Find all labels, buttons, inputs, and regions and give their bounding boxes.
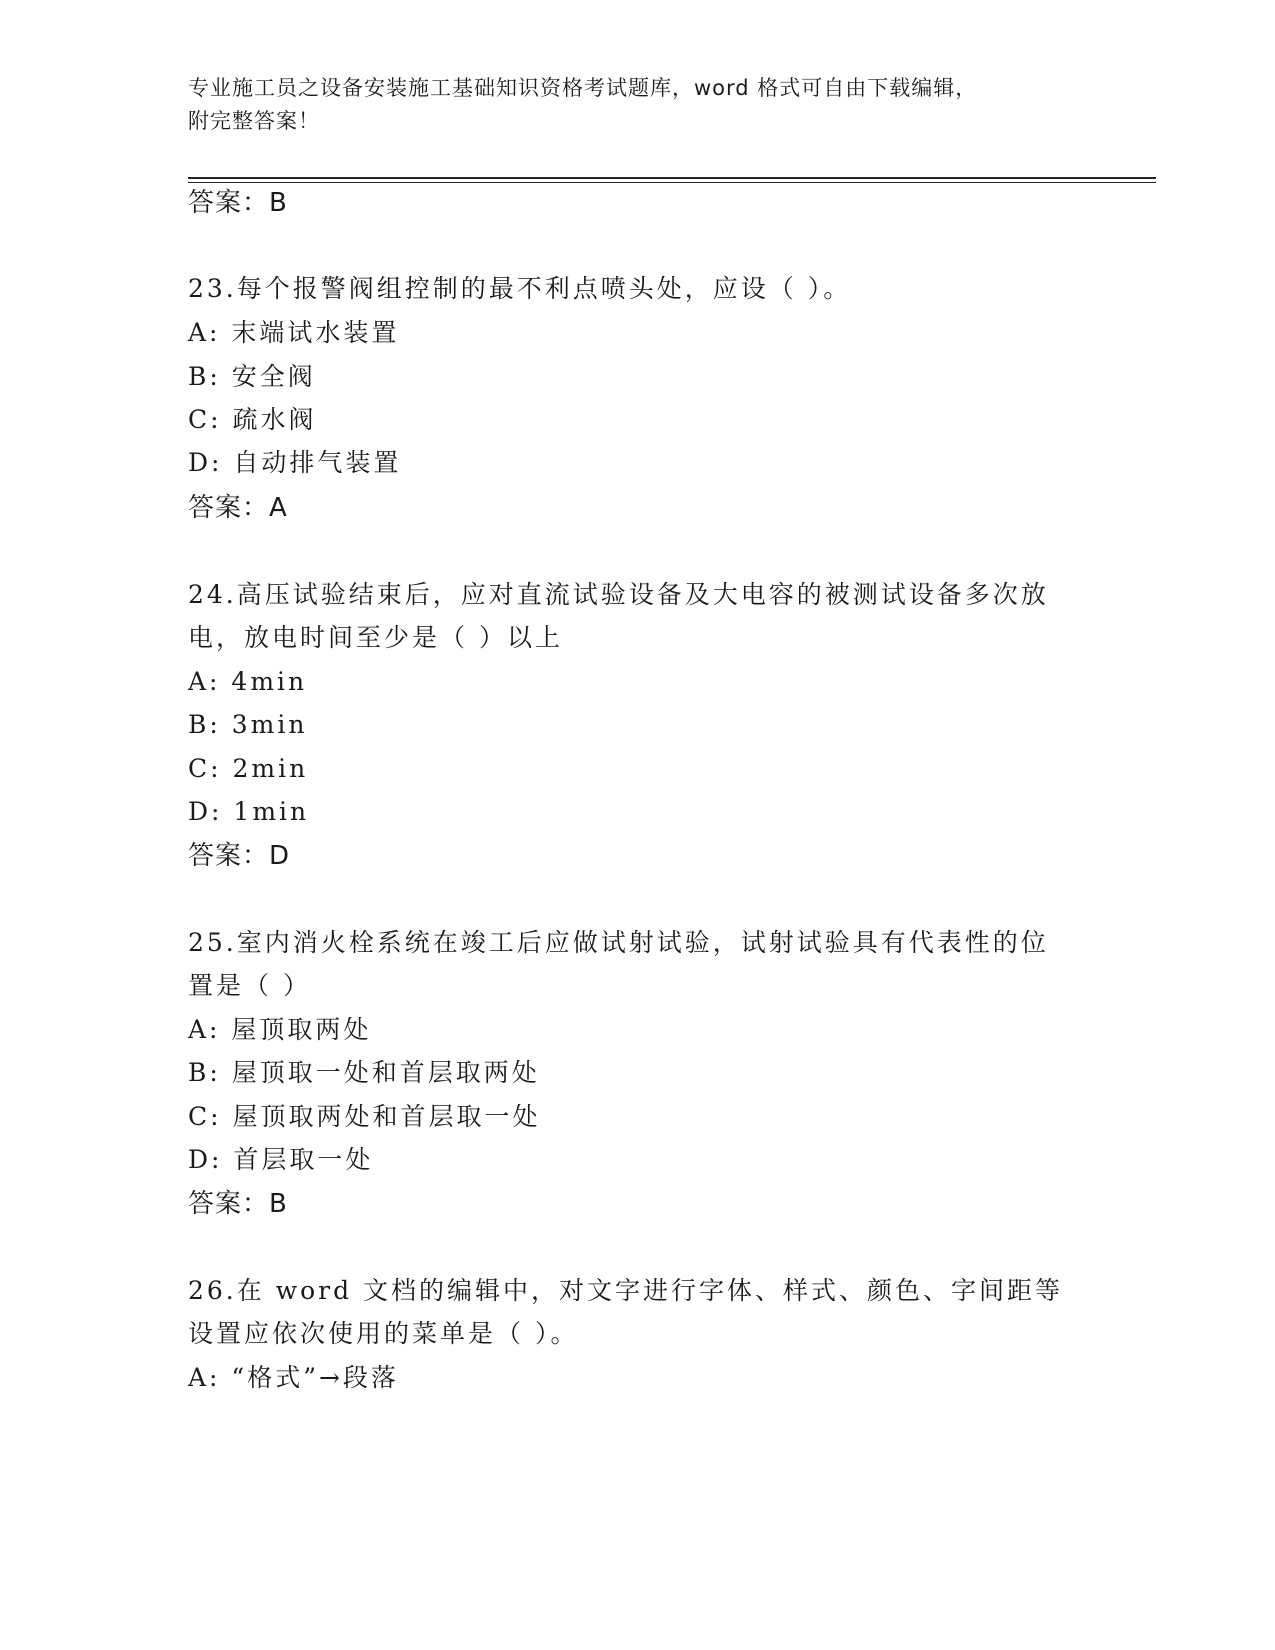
question-26-stem-line-1: 26.在 word 文档的编辑中，对文字进行字体、样式、颜色、字间距等 bbox=[188, 1276, 1064, 1305]
question-25-option-b: B: 屋顶取一处和首层取两处 bbox=[188, 1058, 540, 1087]
question-24-answer: 答案：D bbox=[188, 841, 291, 871]
question-23-option-d: D: 自动排气装置 bbox=[188, 448, 402, 477]
question-24-option-d: D: 1min bbox=[188, 797, 310, 826]
question-25-option-d: D: 首层取一处 bbox=[188, 1145, 374, 1174]
question-24-stem-line-1: 24.高压试验结束后，应对直流试验设备及大电容的被测试设备多次放 bbox=[188, 580, 1049, 609]
header-line-2: 附完整答案！ bbox=[188, 109, 320, 133]
question-23-option-a: A: 末端试水装置 bbox=[188, 318, 400, 347]
question-24-option-a: A: 4min bbox=[188, 667, 308, 696]
question-24-stem-line-2: 电，放电时间至少是（ ）以上 bbox=[188, 623, 563, 652]
question-25-stem-line-1: 25.室内消火栓系统在竣工后应做试射试验，试射试验具有代表性的位 bbox=[188, 928, 1049, 957]
header-divider-thick bbox=[188, 177, 1156, 179]
question-23-option-c: C: 疏水阀 bbox=[188, 405, 317, 434]
header-line-1: 专业施工员之设备安装施工基础知识资格考试题库，word 格式可自由下载编辑， bbox=[188, 76, 978, 100]
previous-answer: 答案：B bbox=[188, 188, 288, 218]
question-24-option-b: B: 3min bbox=[188, 710, 308, 739]
question-23-answer: 答案：A bbox=[188, 493, 288, 523]
question-23-stem: 23.每个报警阀组控制的最不利点喷头处，应设（ ）。 bbox=[188, 274, 852, 303]
document-header bbox=[188, 72, 1068, 138]
question-26-option-a: A: “格式”→段落 bbox=[188, 1363, 399, 1392]
header-divider-thin bbox=[188, 182, 1156, 183]
question-25-answer: 答案：B bbox=[188, 1189, 288, 1219]
question-25-option-a: A: 屋顶取两处 bbox=[188, 1015, 372, 1044]
question-26-stem-line-2: 设置应依次使用的菜单是（ ）。 bbox=[188, 1319, 579, 1348]
question-24-option-c: C: 2min bbox=[188, 754, 309, 783]
question-23-option-b: B: 安全阀 bbox=[188, 362, 316, 391]
question-25-stem-line-2: 置是（ ） bbox=[188, 971, 311, 1000]
question-25-option-c: C: 屋顶取两处和首层取一处 bbox=[188, 1102, 541, 1131]
